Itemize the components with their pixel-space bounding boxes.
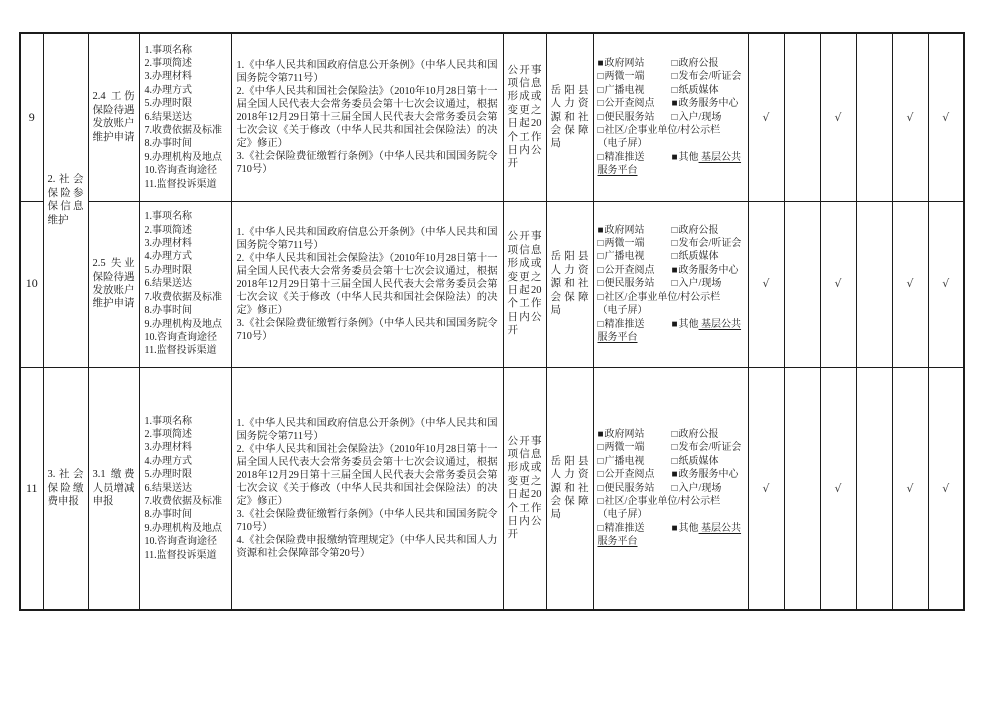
checkbox-checked-icon: ■: [671, 522, 678, 534]
row-number-cell: 11: [20, 367, 43, 610]
channel-line: [598, 237, 744, 250]
check-cell: √: [928, 367, 964, 610]
legal-basis-item: 1.《中华人民共和国政府信息公开条例》（中华人民共和国国务院令第711号）: [236, 226, 498, 251]
disclosure-catalog-table: [19, 32, 965, 611]
info-item: 3.办理材料: [144, 238, 192, 250]
channel-line: [598, 224, 744, 237]
checkbox-unchecked-icon: □: [597, 318, 604, 330]
other-fill-text: 基层公共服务平台: [597, 522, 742, 548]
channel-option: [672, 112, 722, 123]
checkbox-unchecked-icon: □: [671, 224, 678, 236]
sub-item-cell: 2.4 工伤保险待遇发放账户维护申请: [88, 33, 139, 201]
check-cell: √: [892, 367, 928, 610]
channel-label: 政务服务中心: [678, 469, 739, 481]
channel-label: 便民服务站: [604, 111, 655, 123]
channel-label: 公开查阅点: [604, 98, 655, 110]
info-item: 4.办理方式: [144, 84, 192, 96]
checkbox-unchecked-icon: □: [671, 57, 678, 69]
checkbox-unchecked-icon: □: [597, 495, 604, 507]
channel-label: 其他: [678, 151, 699, 163]
info-item: 11.监督投诉渠道: [144, 178, 217, 190]
category-cell: 3.社会保险缴费申报: [43, 367, 88, 610]
checkbox-unchecked-icon: □: [597, 71, 604, 83]
info-item: 5.办理时限: [144, 469, 192, 481]
channel-line: [598, 482, 744, 495]
channel-option: [598, 111, 672, 124]
channel-line: [598, 70, 744, 83]
checkbox-unchecked-icon: □: [671, 428, 678, 440]
channel-label: 纸质媒体: [678, 84, 719, 96]
channel-label: 纸质媒体: [678, 455, 719, 467]
checkbox-checked-icon: ■: [671, 98, 678, 110]
channel-label: 其他: [678, 318, 699, 330]
channel-label: 政务服务中心: [678, 264, 739, 276]
channel-label: 便民服务站: [604, 278, 655, 290]
channel-option: [672, 251, 719, 262]
channel-label: 发布会/听证会: [678, 71, 742, 83]
legal-basis-item: 2.《中华人民共和国社会保险法》（2010年10月28日第十一届全国人民代表大会常务委员会第十七次会议通过，根据2018年12月29日第十三届全国人民代表大会常务委员会第七次会议《关于修改（中华人民共和国社会保险法）的决定》修正）: [236, 252, 498, 316]
legal-basis-item: 3.《社会保险费征缴暂行条例》（中华人民共和国国务院令710号）: [236, 317, 498, 342]
channel-line: [598, 97, 744, 110]
channel-option: [598, 428, 672, 441]
info-item: 7.收费依据及标准: [144, 291, 222, 303]
table-row: [20, 201, 964, 367]
info-item: 9.办理机构及地点: [144, 151, 222, 163]
channel-label-continuation: （电子屏）: [597, 305, 648, 317]
checkbox-unchecked-icon: □: [671, 71, 678, 83]
channel-line: [598, 111, 744, 124]
checkbox-unchecked-icon: □: [597, 151, 604, 163]
channel-line: [598, 455, 744, 468]
info-item: 8.办事时间: [144, 138, 192, 150]
channel-option: [598, 468, 672, 481]
check-cell: √: [928, 33, 964, 201]
info-item: 2.事项简述: [144, 224, 192, 236]
channel-label: 公开查阅点: [604, 264, 655, 276]
channel-label-continuation: （电子屏）: [597, 509, 648, 521]
check-cell: √: [820, 201, 856, 367]
channel-label: 精准推送: [604, 318, 645, 330]
channel-option: [598, 57, 672, 70]
checkbox-checked-icon: ■: [597, 224, 604, 236]
channel-label: 精准推送: [604, 151, 645, 163]
legal-basis-cell: [231, 33, 503, 201]
checkbox-unchecked-icon: □: [597, 238, 604, 250]
channel-label: 两微一端: [604, 71, 645, 83]
check-cell: √: [892, 33, 928, 201]
channel-option: [598, 151, 672, 164]
legal-basis-item: 4.《社会保险费申报缴纳管理规定》（中华人民共和国人力资源和社会保障部令第20号）: [236, 534, 498, 559]
checkbox-unchecked-icon: □: [671, 251, 678, 263]
channel-label: 广播电视: [604, 251, 645, 263]
checkbox-checked-icon: ■: [671, 318, 678, 330]
channel-option: [598, 84, 672, 97]
checkbox-unchecked-icon: □: [597, 251, 604, 263]
table-row: [20, 367, 964, 610]
checkbox-checked-icon: ■: [671, 151, 678, 163]
info-item: 8.办事时间: [144, 305, 192, 317]
channel-label: 公开查阅点: [604, 469, 655, 481]
info-item: 3.办理材料: [144, 71, 192, 83]
check-cell-empty: [784, 201, 820, 367]
channel-option: [598, 318, 672, 331]
channel-label: 社区/企事业单位/村公示栏: [604, 495, 721, 507]
channel-label: 政府公报: [678, 224, 719, 236]
channel-label-continuation: （电子屏）: [597, 138, 648, 150]
checkbox-unchecked-icon: □: [597, 278, 604, 290]
info-item: 1.事项名称: [144, 44, 192, 56]
legal-basis-item: 2.《中华人民共和国社会保险法》（2010年10月28日第十一届全国人民代表大会常务委员会第十七次会议通过，根据2018年12月29日第十三届全国人民代表大会常务委员会第七次会议《关于修改（中华人民共和国社会保险法）的决定》修正）: [236, 443, 498, 507]
checkbox-checked-icon: ■: [597, 428, 604, 440]
info-item: 10.咨询查询途径: [144, 165, 217, 177]
channel-line: [598, 124, 744, 151]
channel-option: [598, 277, 672, 290]
checkbox-checked-icon: ■: [671, 469, 678, 481]
responsible-dept-cell: 岳阳县人力资源和社会保障局: [546, 367, 593, 610]
channel-line: [598, 264, 744, 277]
sub-item-cell: 3.1 缴费人员增减申报: [88, 367, 139, 610]
channel-option: [672, 225, 719, 236]
other-fill-text: 基层公共服务平台: [597, 151, 742, 177]
responsible-dept-cell: 岳阳县人力资源和社会保障局: [546, 33, 593, 201]
channel-option: [598, 264, 672, 277]
checkbox-unchecked-icon: □: [597, 264, 604, 276]
channel-line: [598, 291, 744, 318]
channel-option: [598, 496, 721, 507]
info-item: 2.事项简述: [144, 57, 192, 69]
publish-timing-cell: 公开事项信息形成或变更之日起20个工作日内公开: [503, 201, 546, 367]
responsible-dept-cell: 岳阳县人力资源和社会保障局: [546, 201, 593, 367]
catalog-table-body: [20, 33, 964, 610]
legal-basis-cell: [231, 367, 503, 610]
channel-option: [672, 278, 722, 289]
channel-label: 纸质媒体: [678, 251, 719, 263]
publish-timing-cell: 公开事项信息形成或变更之日起20个工作日内公开: [503, 367, 546, 610]
channel-label: 政府网站: [604, 57, 645, 69]
legal-basis-item: 1.《中华人民共和国政府信息公开条例》（中华人民共和国国务院令第711号）: [236, 59, 498, 84]
checkbox-unchecked-icon: □: [597, 469, 604, 481]
info-items-cell: [139, 367, 231, 610]
channel-line: [598, 428, 744, 441]
channel-label: 发布会/听证会: [678, 238, 742, 250]
channel-line: [598, 495, 744, 522]
legal-basis-item: 3.《社会保险费征缴暂行条例》（中华人民共和国国务院令710号）: [236, 508, 498, 533]
checkbox-unchecked-icon: □: [597, 98, 604, 110]
channel-line: [598, 151, 744, 178]
channel-option: [672, 238, 742, 249]
info-item: 7.收费依据及标准: [144, 124, 222, 136]
channel-option: [672, 85, 719, 96]
info-item: 8.办事时间: [144, 509, 192, 521]
info-item: 11.监督投诉渠道: [144, 345, 217, 357]
channel-line: [598, 277, 744, 290]
channel-label: 政务服务中心: [678, 98, 739, 110]
info-item: 1.事项名称: [144, 415, 192, 427]
info-item: 3.办理材料: [144, 442, 192, 454]
checkbox-unchecked-icon: □: [597, 84, 604, 96]
check-cell: √: [748, 367, 784, 610]
channel-option: [598, 97, 672, 110]
checkbox-unchecked-icon: □: [671, 278, 678, 290]
channels-cell: [593, 367, 748, 610]
check-cell: √: [820, 367, 856, 610]
checkbox-unchecked-icon: □: [597, 111, 604, 123]
channel-label: 社区/企事业单位/村公示栏: [604, 291, 721, 303]
info-item: 4.办理方式: [144, 251, 192, 263]
info-item: 9.办理机构及地点: [144, 318, 222, 330]
channel-label: 入户/现场: [678, 111, 722, 123]
check-cell-empty: [784, 33, 820, 201]
channel-label: 政府网站: [604, 428, 645, 440]
channel-option: [598, 292, 721, 303]
channel-line: [598, 468, 744, 481]
checkbox-checked-icon: ■: [671, 264, 678, 276]
checkbox-unchecked-icon: □: [671, 442, 678, 454]
channel-line: [598, 84, 744, 97]
channel-option: [672, 98, 739, 109]
channel-line: [598, 57, 744, 70]
checkbox-checked-icon: ■: [597, 57, 604, 69]
channel-option: [672, 442, 742, 453]
info-item: 4.办理方式: [144, 455, 192, 467]
channel-label: 广播电视: [604, 455, 645, 467]
sub-item-cell: 2.5 失业保险待遇发放账户维护申请: [88, 201, 139, 367]
checkbox-unchecked-icon: □: [597, 291, 604, 303]
channel-option: [598, 237, 672, 250]
checkbox-unchecked-icon: □: [597, 124, 604, 136]
table-row: [20, 33, 964, 201]
info-item: 2.事项简述: [144, 428, 192, 440]
channel-label: 便民服务站: [604, 482, 655, 494]
channel-line: [598, 318, 744, 345]
info-item: 6.结果送达: [144, 278, 192, 290]
channel-option: [672, 71, 742, 82]
channel-line: [598, 522, 744, 549]
legal-basis-item: 2.《中华人民共和国社会保险法》（2010年10月28日第十一届全国人民代表大会常务委员会第十七次会议通过，根据2018年12月29日第十三届全国人民代表大会常务委员会第七次会议《关于修改（中华人民共和国社会保险法）的决定》修正）: [236, 85, 498, 149]
category-cell: 2.社会保险参保信息维护: [43, 33, 88, 367]
info-item: 5.办理时限: [144, 264, 192, 276]
channels-cell: [593, 33, 748, 201]
row-number-cell: 9: [20, 33, 43, 201]
info-item: 10.咨询查询途径: [144, 331, 217, 343]
checkbox-unchecked-icon: □: [671, 84, 678, 96]
legal-basis-item: 1.《中华人民共和国政府信息公开条例》（中华人民共和国国务院令第711号）: [236, 417, 498, 442]
info-item: 6.结果送达: [144, 111, 192, 123]
other-fill-text: 基层公共服务平台: [597, 318, 742, 343]
check-cell: √: [820, 33, 856, 201]
info-item: 9.办理机构及地点: [144, 522, 222, 534]
check-cell: √: [748, 201, 784, 367]
channels-cell: [593, 201, 748, 367]
channel-label: 政府公报: [678, 428, 719, 440]
channel-option: [598, 125, 721, 136]
channel-option: [598, 522, 672, 535]
publish-timing-cell: 公开事项信息形成或变更之日起20个工作日内公开: [503, 33, 546, 201]
channel-label: 政府公报: [678, 57, 719, 69]
checkbox-unchecked-icon: □: [671, 482, 678, 494]
info-item: 5.办理时限: [144, 98, 192, 110]
check-cell-empty: [856, 367, 892, 610]
info-item: 6.结果送达: [144, 482, 192, 494]
check-cell: √: [892, 201, 928, 367]
channel-option: [672, 469, 739, 480]
checkbox-unchecked-icon: □: [671, 238, 678, 250]
channel-option: [672, 265, 739, 276]
channel-option: [598, 70, 672, 83]
channel-label: 政府网站: [604, 224, 645, 236]
row-number-cell: 10: [20, 201, 43, 367]
channel-option: [598, 441, 672, 454]
checkbox-unchecked-icon: □: [597, 482, 604, 494]
legal-basis-item: 3.《社会保险费征缴暂行条例》（中华人民共和国国务院令710号）: [236, 150, 498, 175]
channel-label: 两微一端: [604, 442, 645, 454]
channel-option: [598, 250, 672, 263]
channel-option: [598, 224, 672, 237]
check-cell: √: [928, 201, 964, 367]
channel-label: 两微一端: [604, 238, 645, 250]
info-item: 10.咨询查询途径: [144, 536, 217, 548]
info-items-cell: [139, 33, 231, 201]
channel-label: 其他: [678, 522, 699, 534]
check-cell-empty: [856, 201, 892, 367]
channel-option: [598, 455, 672, 468]
checkbox-unchecked-icon: □: [597, 522, 604, 534]
channel-label: 社区/企事业单位/村公示栏: [604, 124, 721, 136]
info-item: 11.监督投诉渠道: [144, 549, 217, 561]
check-cell-empty: [784, 367, 820, 610]
channel-label: 入户/现场: [678, 482, 722, 494]
checkbox-unchecked-icon: □: [597, 455, 604, 467]
check-cell-empty: [856, 33, 892, 201]
channel-option: [672, 58, 719, 69]
channel-label: 精准推送: [604, 522, 645, 534]
channel-line: [598, 441, 744, 454]
legal-basis-cell: [231, 201, 503, 367]
checkbox-unchecked-icon: □: [671, 111, 678, 123]
channel-label: 发布会/听证会: [678, 442, 742, 454]
channel-label: 入户/现场: [678, 278, 722, 290]
info-items-cell: [139, 201, 231, 367]
info-item: 7.收费依据及标准: [144, 495, 222, 507]
channel-option: [672, 429, 719, 440]
channel-option: [672, 456, 719, 467]
check-cell: √: [748, 33, 784, 201]
channel-line: [598, 250, 744, 263]
checkbox-unchecked-icon: □: [671, 455, 678, 467]
checkbox-unchecked-icon: □: [597, 442, 604, 454]
channel-option: [598, 482, 672, 495]
channel-option: [672, 483, 722, 494]
channel-label: 广播电视: [604, 84, 645, 96]
info-item: 1.事项名称: [144, 211, 192, 223]
